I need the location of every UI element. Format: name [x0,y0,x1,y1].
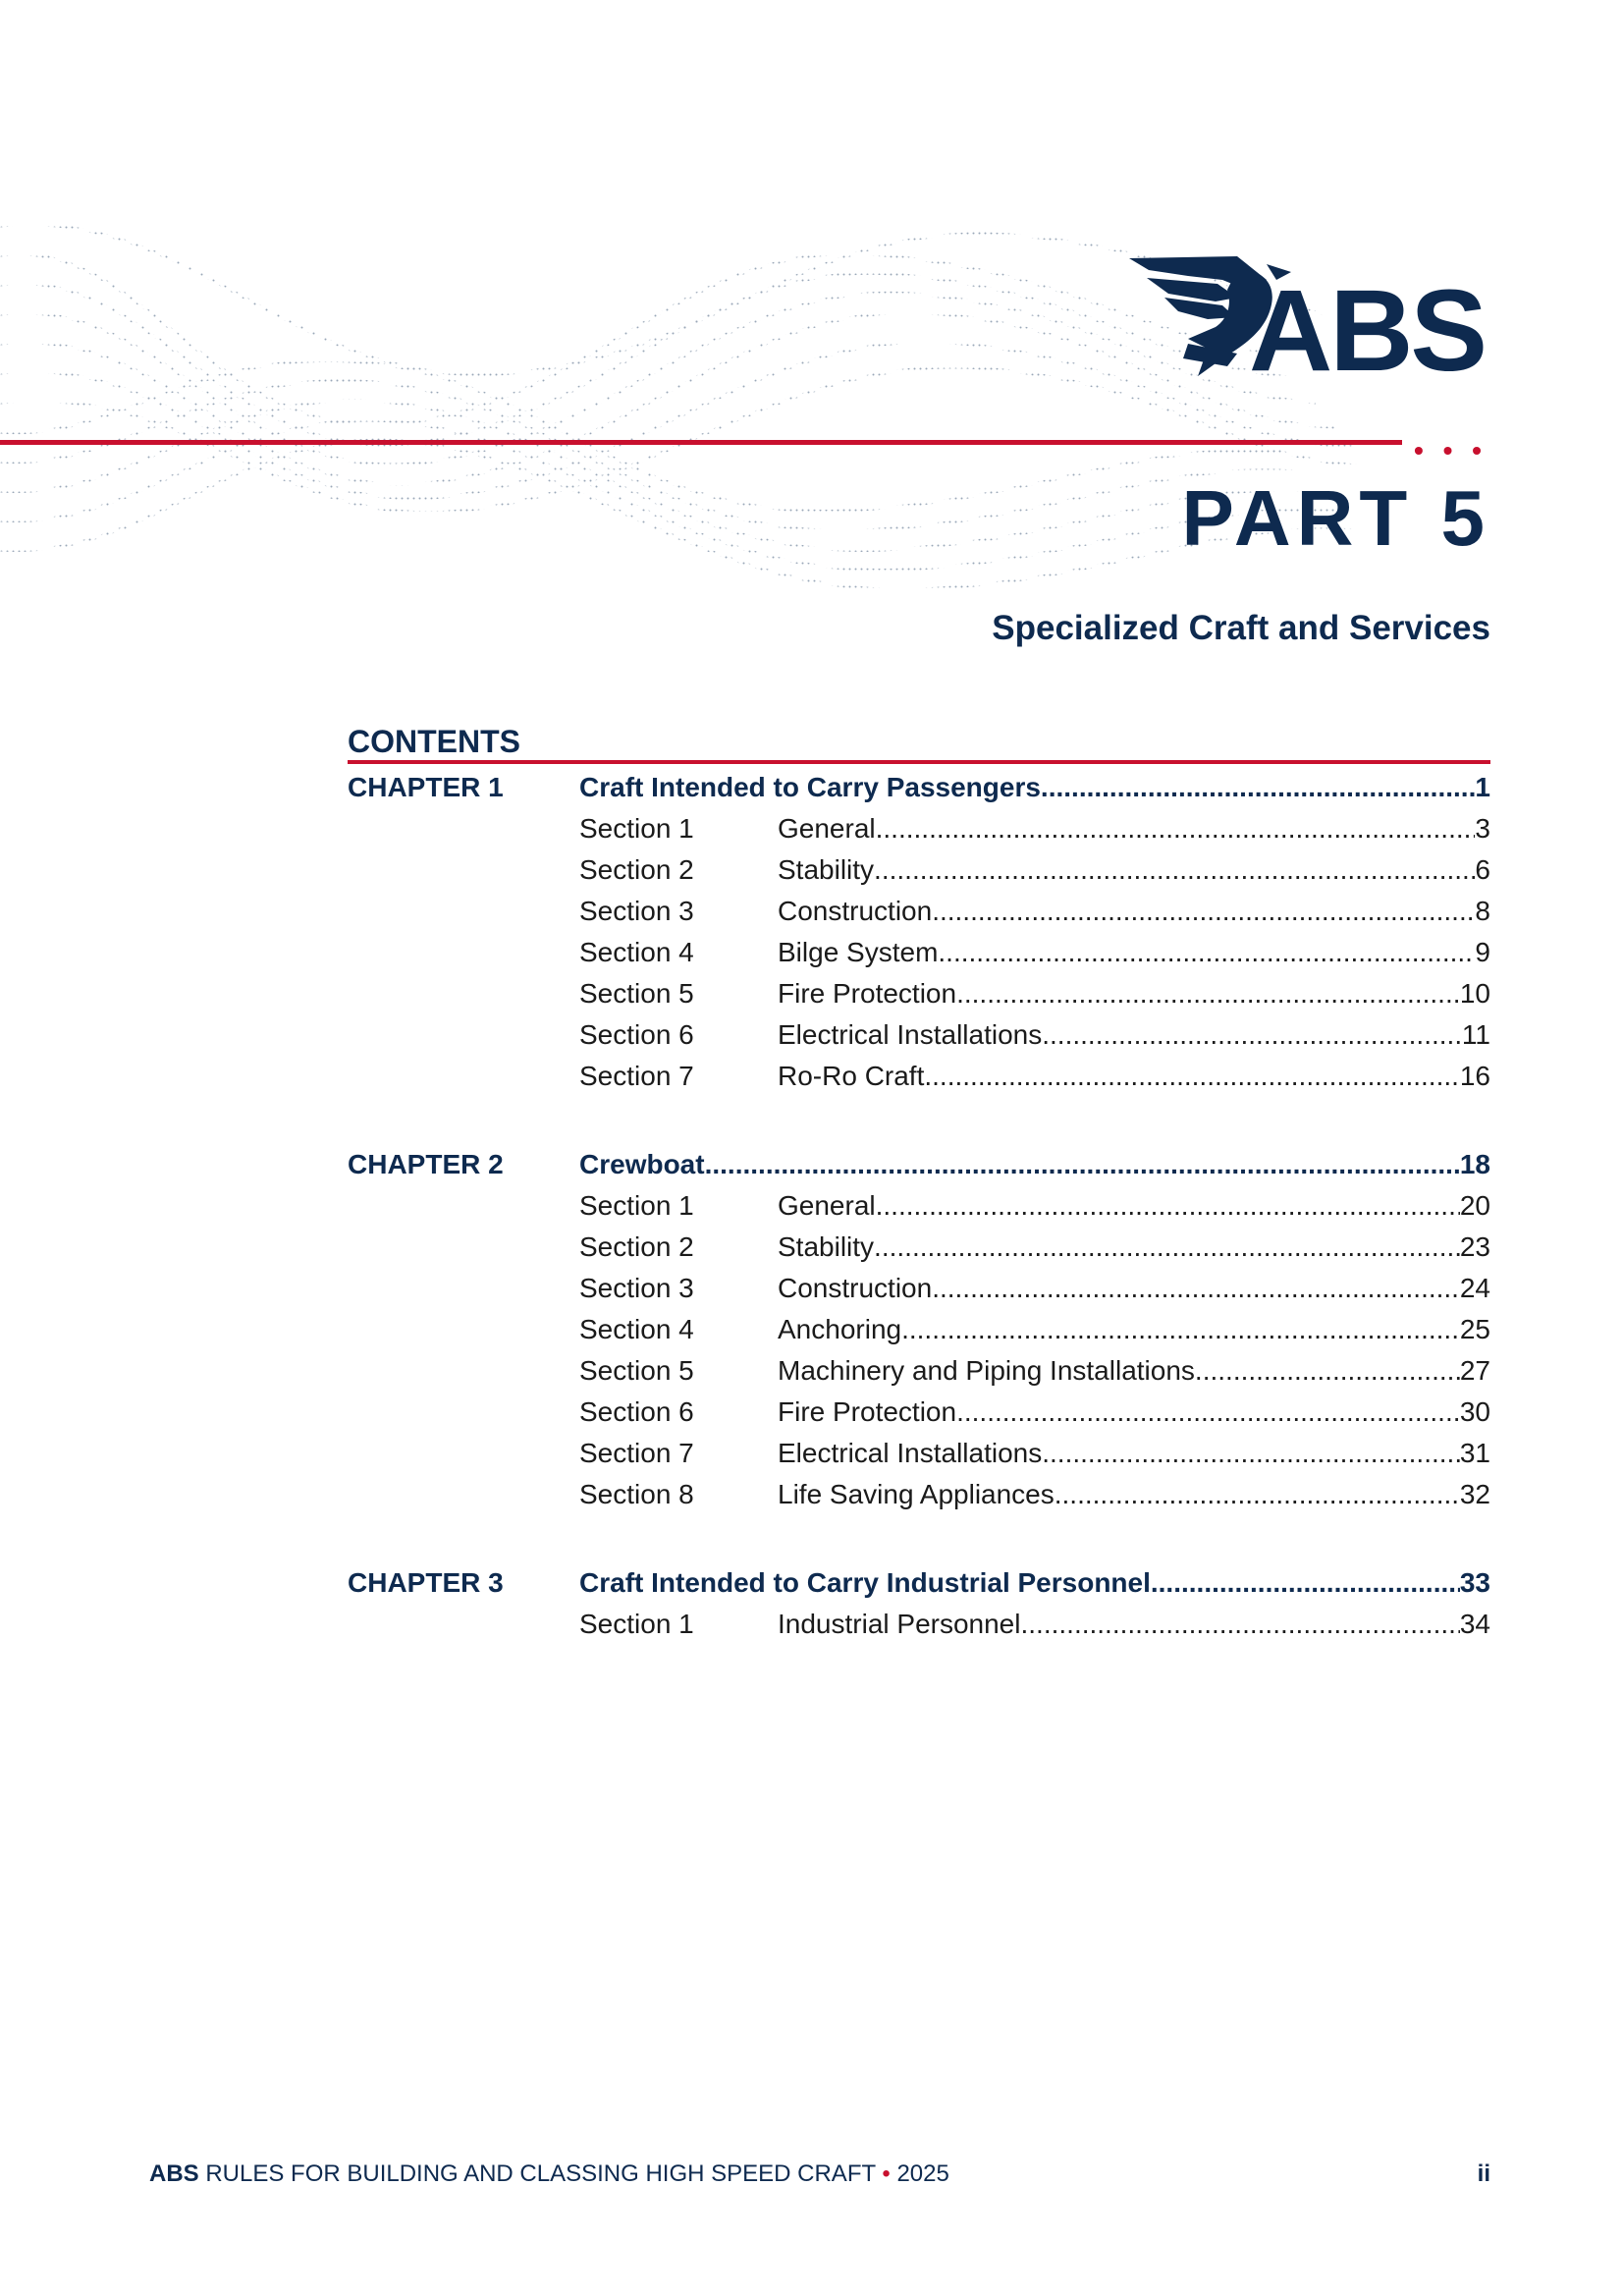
section-page: 34 [1459,1609,1490,1639]
section-label: Section 3 [579,896,694,926]
section-label: Section 1 [579,813,694,844]
dot-leader [956,973,1460,1014]
section-title-link[interactable] [778,1268,1490,1309]
section-page: 20 [1459,1190,1490,1221]
dot-leader [938,932,1475,973]
section-title: Anchoring [778,1314,902,1344]
chapter-title-link[interactable] [579,1144,1490,1185]
dot-leader [1041,767,1476,808]
section-title-link[interactable] [778,1433,1490,1474]
section-label: Section 1 [579,1609,694,1639]
section-title-link[interactable] [778,1350,1490,1392]
section-label: Section 5 [579,978,694,1009]
section-entry[interactable] [348,973,1490,1014]
section-entry[interactable] [348,1433,1490,1474]
section-title-link[interactable] [778,808,1490,849]
chapter-label: CHAPTER 1 [348,772,504,802]
section-title: Machinery and Piping Installations [778,1355,1195,1386]
chapter-title: Crewboat [579,1149,705,1179]
section-title-link[interactable] [778,1604,1490,1645]
section-page: 25 [1459,1314,1490,1344]
footer-year: 2025 [896,2160,949,2187]
section-page: 3 [1475,813,1490,844]
section-page: 24 [1459,1273,1490,1303]
page-footer [149,2160,1490,2188]
section-title-link[interactable] [778,1056,1490,1097]
footer-text: RULES FOR BUILDING AND CLASSING HIGH SPEED CRAFT [205,2160,876,2187]
section-title-link[interactable] [778,1474,1490,1515]
section-label: Section 1 [579,1190,694,1221]
section-title: Life Saving Appliances [778,1479,1055,1509]
section-title: Fire Protection [778,978,957,1009]
section-title: Industrial Personnel [778,1609,1021,1639]
section-title: Construction [778,1273,933,1303]
dot-leader [932,1268,1460,1309]
section-title: Ro-Ro Craft [778,1061,925,1091]
section-label: Section 5 [579,1355,694,1386]
chapter-title: Craft Intended to Carry Passengers [579,772,1041,802]
section-title: Stability [778,1231,875,1262]
chapter-3-entry[interactable] [348,1562,1490,1604]
section-title: General [778,813,876,844]
section-label: Section 6 [579,1019,694,1050]
chapter-1-block [348,767,1490,1097]
section-title-link[interactable] [778,973,1490,1014]
section-entry[interactable] [348,1014,1490,1056]
section-label: Section 7 [579,1061,694,1091]
dot-leader [874,849,1475,891]
dot-leader [1042,1014,1462,1056]
table-of-contents [348,767,1490,1692]
dot-leader [1195,1350,1460,1392]
section-label: Section 2 [579,854,694,885]
section-title-link[interactable] [778,1014,1490,1056]
contents-red-rule [348,760,1490,764]
section-title-link[interactable] [778,891,1490,932]
chapter-label: CHAPTER 2 [348,1149,504,1179]
chapter-page: 33 [1459,1567,1490,1598]
section-entry[interactable] [348,1227,1490,1268]
abs-logo-text: ABS [1249,266,1486,396]
section-entry[interactable] [348,1350,1490,1392]
section-entry[interactable] [348,849,1490,891]
section-title: Electrical Installations [778,1438,1043,1468]
section-page: 16 [1459,1061,1490,1091]
footer-page-number: ii [1477,2160,1490,2187]
section-entry[interactable] [348,808,1490,849]
section-entry[interactable] [348,932,1490,973]
section-title: Construction [778,896,933,926]
chapter-3-block [348,1562,1490,1645]
section-title: Stability [778,854,875,885]
contents-heading: CONTENTS [348,724,520,759]
section-title-link[interactable] [778,1185,1490,1227]
header-red-rule [0,440,1402,445]
chapter-1-entry[interactable] [348,767,1490,808]
footer-bullet: • [882,2160,891,2187]
chapter-title-link[interactable] [579,1562,1490,1604]
section-entry[interactable] [348,1474,1490,1515]
chapter-title-link[interactable] [579,767,1490,808]
dot-leader [876,1185,1460,1227]
dot-leader [1151,1562,1460,1604]
part-title: PART 5 [1181,474,1490,562]
dot-leader [901,1309,1460,1350]
section-title: Fire Protection [778,1396,957,1427]
section-entry[interactable] [348,1392,1490,1433]
section-page: 9 [1475,937,1490,967]
chapter-page: 1 [1475,772,1490,802]
section-entry[interactable] [348,1268,1490,1309]
section-page: 11 [1461,1019,1490,1050]
section-label: Section 6 [579,1396,694,1427]
section-page: 27 [1459,1355,1490,1386]
section-title: Electrical Installations [778,1019,1043,1050]
section-title: General [778,1190,876,1221]
section-page: 10 [1459,978,1490,1009]
header-red-dots: • • • [1414,435,1488,465]
section-entry[interactable] [348,1309,1490,1350]
section-entry[interactable] [348,891,1490,932]
section-label: Section 4 [579,937,694,967]
dot-leader [705,1144,1460,1185]
chapter-2-block [348,1144,1490,1515]
section-title-link[interactable] [778,1227,1490,1268]
section-label: Section 4 [579,1314,694,1344]
section-label: Section 3 [579,1273,694,1303]
chapter-page: 18 [1459,1149,1490,1179]
section-page: 31 [1459,1438,1490,1468]
section-page: 32 [1459,1479,1490,1509]
dot-leader [1042,1433,1460,1474]
section-title-link[interactable] [778,1309,1490,1350]
footer-publication [149,2160,949,2188]
chapter-title: Craft Intended to Carry Industrial Personnel [579,1567,1151,1598]
chapter-label: CHAPTER 3 [348,1567,504,1598]
section-page: 23 [1459,1231,1490,1262]
section-page: 30 [1459,1396,1490,1427]
section-label: Section 2 [579,1231,694,1262]
part-subtitle: Specialized Craft and Services [992,609,1490,647]
section-entry[interactable] [348,1185,1490,1227]
section-entry[interactable] [348,1604,1490,1645]
dot-leader [932,891,1475,932]
section-label: Section 7 [579,1438,694,1468]
footer-brand: ABS [149,2160,199,2187]
chapter-2-entry[interactable] [348,1144,1490,1185]
dot-leader [874,1227,1460,1268]
section-title: Bilge System [778,937,939,967]
dot-leader [1055,1474,1460,1515]
section-title-link[interactable] [778,849,1490,891]
dot-leader [924,1056,1459,1097]
section-label: Section 8 [579,1479,694,1509]
dot-leader [876,808,1476,849]
section-page: 6 [1475,854,1490,885]
section-page: 8 [1475,896,1490,926]
section-entry[interactable] [348,1056,1490,1097]
dot-leader [956,1392,1460,1433]
dot-leader [1020,1604,1459,1645]
section-title-link[interactable] [778,932,1490,973]
section-title-link[interactable] [778,1392,1490,1433]
